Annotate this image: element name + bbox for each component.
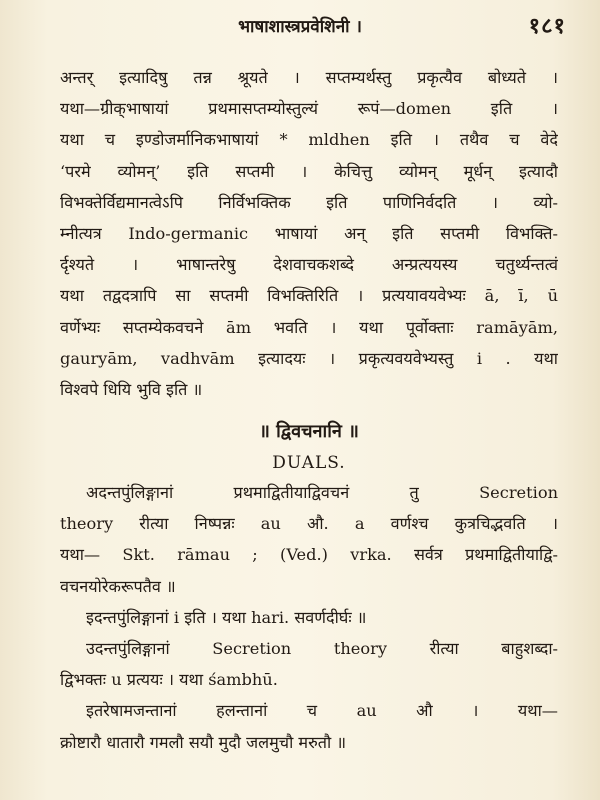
page-header — [0, 8, 600, 48]
text-line: यथा—ग्रीक्‌भाषायां प्रथमासप्तम्योस्तुल्यं रूपं—domen इति । — [60, 99, 558, 119]
running-head: भाषाशास्त्रप्रवेशिनी । — [238, 17, 362, 37]
text-line: ‘परमे व्योमन्’ इति सप्तमी । केचित्तु व्योमन् मूर्धन् इत्यादौ — [60, 161, 558, 181]
text-line: द्विभक्तः u प्रत्ययः । यथा śambhū. — [60, 670, 278, 690]
text-line: उदन्तपुंलिङ्गानां Secretion theory रीत्या बाहुशब्दा- — [86, 639, 558, 658]
text-line: यथा च इण्डोजर्मानिकभाषायां * mldhen इति । तथैव च वेदे — [60, 130, 558, 150]
text-line: क्रोष्टारौ धातारौ गमलौ सयौ मुदौ जलमुचौ मरुतौ ॥ — [60, 732, 347, 752]
text-line: इतरेषामजन्तानां हलन्तानां च au औ । यथा— — [86, 701, 558, 721]
text-line: विभक्तेर्विद्यमानत्वेऽपि निर्विभक्तिक इति पाणिनिर्वदति । व्यो- — [60, 192, 558, 212]
text-line: gauryām, vadhvām इत्यादयः । प्रकृत्यवयवेभ्यस्तु i . यथा — [60, 348, 558, 368]
text-line: र्दृश्यते । भाषान्तरेषु देशवाचकशब्दे अन्प्रत्ययस्य चतुर्थ्यन्तत्वं — [60, 255, 558, 275]
text-line: theory रीत्या निष्पन्नः au औ. a वर्णश्च कुत्रचिद्भवति । — [60, 514, 558, 534]
text-line: अन्तर् इत्यादिषु तन्न श्रूयते । सप्तम्यर्थस्तु प्रकृत्यैव बोध्यते । — [60, 68, 558, 87]
text-line: वर्णेभ्यः सप्तम्येकवचने ām भवति । यथा पूर्वोक्ताः ramāyām, — [60, 317, 558, 337]
section-heading: ॥ द्विवचनानि ॥ — [259, 421, 359, 443]
body-text — [60, 62, 558, 758]
text-line: विश्वपे धियि भुवि इति ॥ — [60, 379, 203, 399]
section-gap — [60, 405, 558, 415]
text-line: अदन्तपुंलिङ्गानां प्रथमाद्वितीयाद्विवचनं तु Secretion — [86, 483, 558, 503]
text-line: वचनयोरेकरूपतैव ॥ — [60, 576, 176, 596]
page-number: १८१ — [528, 13, 566, 39]
section-subheading: DUALS. — [272, 453, 346, 474]
text-line: म्नीत्यत्र Indo-germanic भाषायां अन् इति सप्तमी विभक्ति- — [60, 223, 558, 243]
text-line: इदन्तपुंलिङ्गानां i इति । यथा hari. सवर्णदीर्घः ॥ — [86, 607, 367, 627]
text-line: यथा— Skt. rāmau ; (Ved.) vrka. सर्वत्र प्रथमाद्वितीयाद्वि- — [60, 545, 558, 565]
text-line: यथा तद्वदत्रापि सा सप्तमी विभक्तिरिति । प्रत्ययावयवेभ्यः ā, ī, ū — [60, 286, 558, 306]
